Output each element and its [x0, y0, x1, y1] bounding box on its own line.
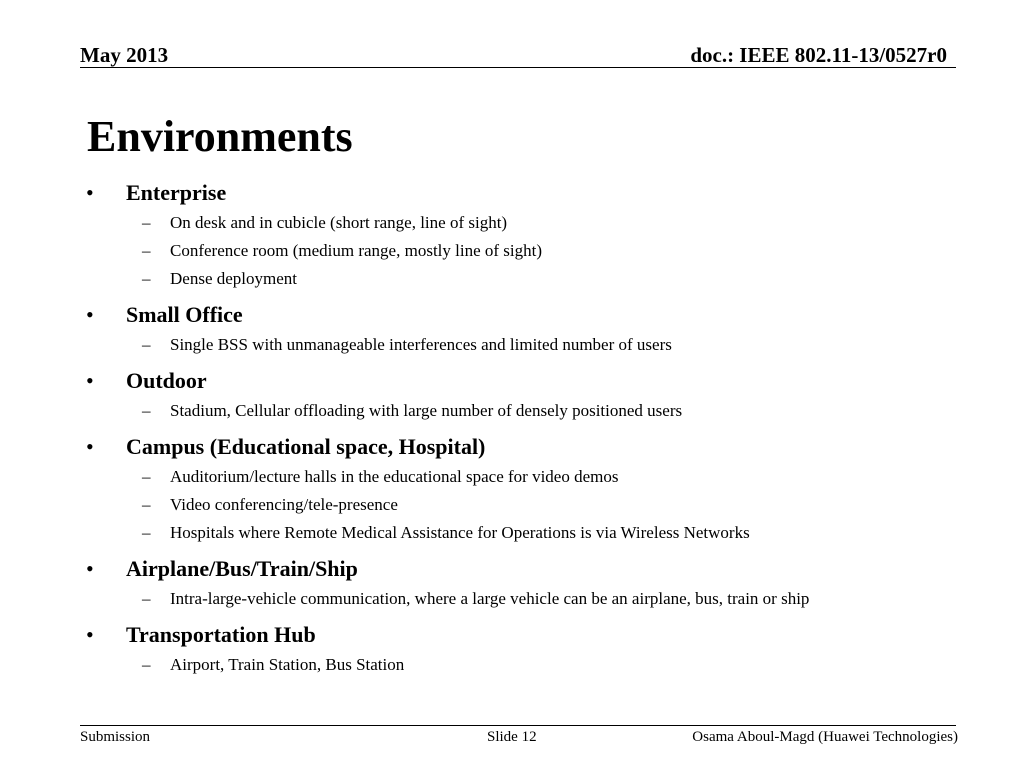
dash-icon: – — [142, 589, 151, 608]
sub-bullet — [86, 240, 966, 268]
bullet-heading: Airplane/Bus/Train/Ship — [126, 556, 358, 581]
sub-bullet — [86, 494, 966, 522]
sub-bullet — [86, 400, 966, 428]
sub-bullet — [86, 212, 966, 240]
footer-slide-number: Slide 12 — [487, 729, 537, 745]
bullet-small-office — [86, 300, 966, 334]
bullet-transportation-hub — [86, 620, 966, 654]
bullet-icon: • — [86, 434, 94, 459]
sub-bullet-text: Hospitals where Remote Medical Assistance for Operations is via Wireless Networks — [170, 523, 750, 542]
bullet-icon: • — [86, 556, 94, 581]
bullet-heading: Small Office — [126, 302, 243, 327]
header-divider — [80, 67, 956, 68]
bullet-icon: • — [86, 622, 94, 647]
footer-submission: Submission — [80, 729, 151, 745]
bullet-enterprise — [86, 178, 966, 212]
bullet-heading: Campus (Educational space, Hospital) — [126, 434, 486, 459]
sub-bullet — [86, 334, 966, 362]
dash-icon: – — [142, 213, 151, 232]
footer-author: Osama Aboul-Magd (Huawei Technologies) — [692, 729, 958, 745]
sub-bullet — [86, 466, 966, 494]
dash-icon: – — [142, 401, 151, 420]
sub-bullet-text: Intra-large-vehicle communication, where a large vehicle can be an airplane, bus, train or ship — [170, 589, 810, 608]
sub-bullet-text: Auditorium/lecture halls in the educational space for video demos — [170, 467, 619, 486]
dash-icon: – — [142, 523, 151, 542]
bullet-icon: • — [86, 368, 94, 393]
sub-bullet — [86, 268, 966, 296]
bullet-icon: • — [86, 302, 94, 327]
dash-icon: – — [142, 467, 151, 486]
sub-bullet-text: Single BSS with unmanageable interferences and limited number of users — [170, 335, 672, 354]
sub-bullet-text: Conference room (medium range, mostly line of sight) — [170, 241, 543, 260]
sub-bullet — [86, 654, 966, 682]
bullet-vehicles — [86, 554, 966, 588]
dash-icon: – — [142, 655, 151, 674]
sub-bullet — [86, 588, 966, 616]
sub-bullet-text: Video conferencing/tele-presence — [170, 495, 398, 514]
header-date: May 2013 — [80, 43, 169, 67]
bullet-outdoor — [86, 366, 966, 400]
sub-bullet-text: Stadium, Cellular offloading with large number of densely positioned users — [170, 401, 683, 420]
sub-bullet-text: Dense deployment — [170, 269, 297, 288]
bullet-heading: Outdoor — [126, 368, 207, 393]
footer-divider — [80, 725, 956, 726]
bullet-campus — [86, 432, 966, 466]
sub-bullet-text: Airport, Train Station, Bus Station — [170, 655, 405, 674]
sub-bullet-text: On desk and in cubicle (short range, line of sight) — [170, 213, 508, 232]
dash-icon: – — [142, 335, 151, 354]
sub-bullet — [86, 522, 966, 550]
dash-icon: – — [142, 495, 151, 514]
bullet-list — [86, 178, 966, 682]
bullet-icon: • — [86, 180, 94, 205]
slide-title: Environments — [87, 112, 353, 161]
dash-icon: – — [142, 269, 151, 288]
bullet-heading: Transportation Hub — [126, 622, 316, 647]
dash-icon: – — [142, 241, 151, 260]
bullet-heading: Enterprise — [126, 180, 227, 205]
header-doc-id: doc.: IEEE 802.11-13/0527r0 — [690, 43, 947, 67]
